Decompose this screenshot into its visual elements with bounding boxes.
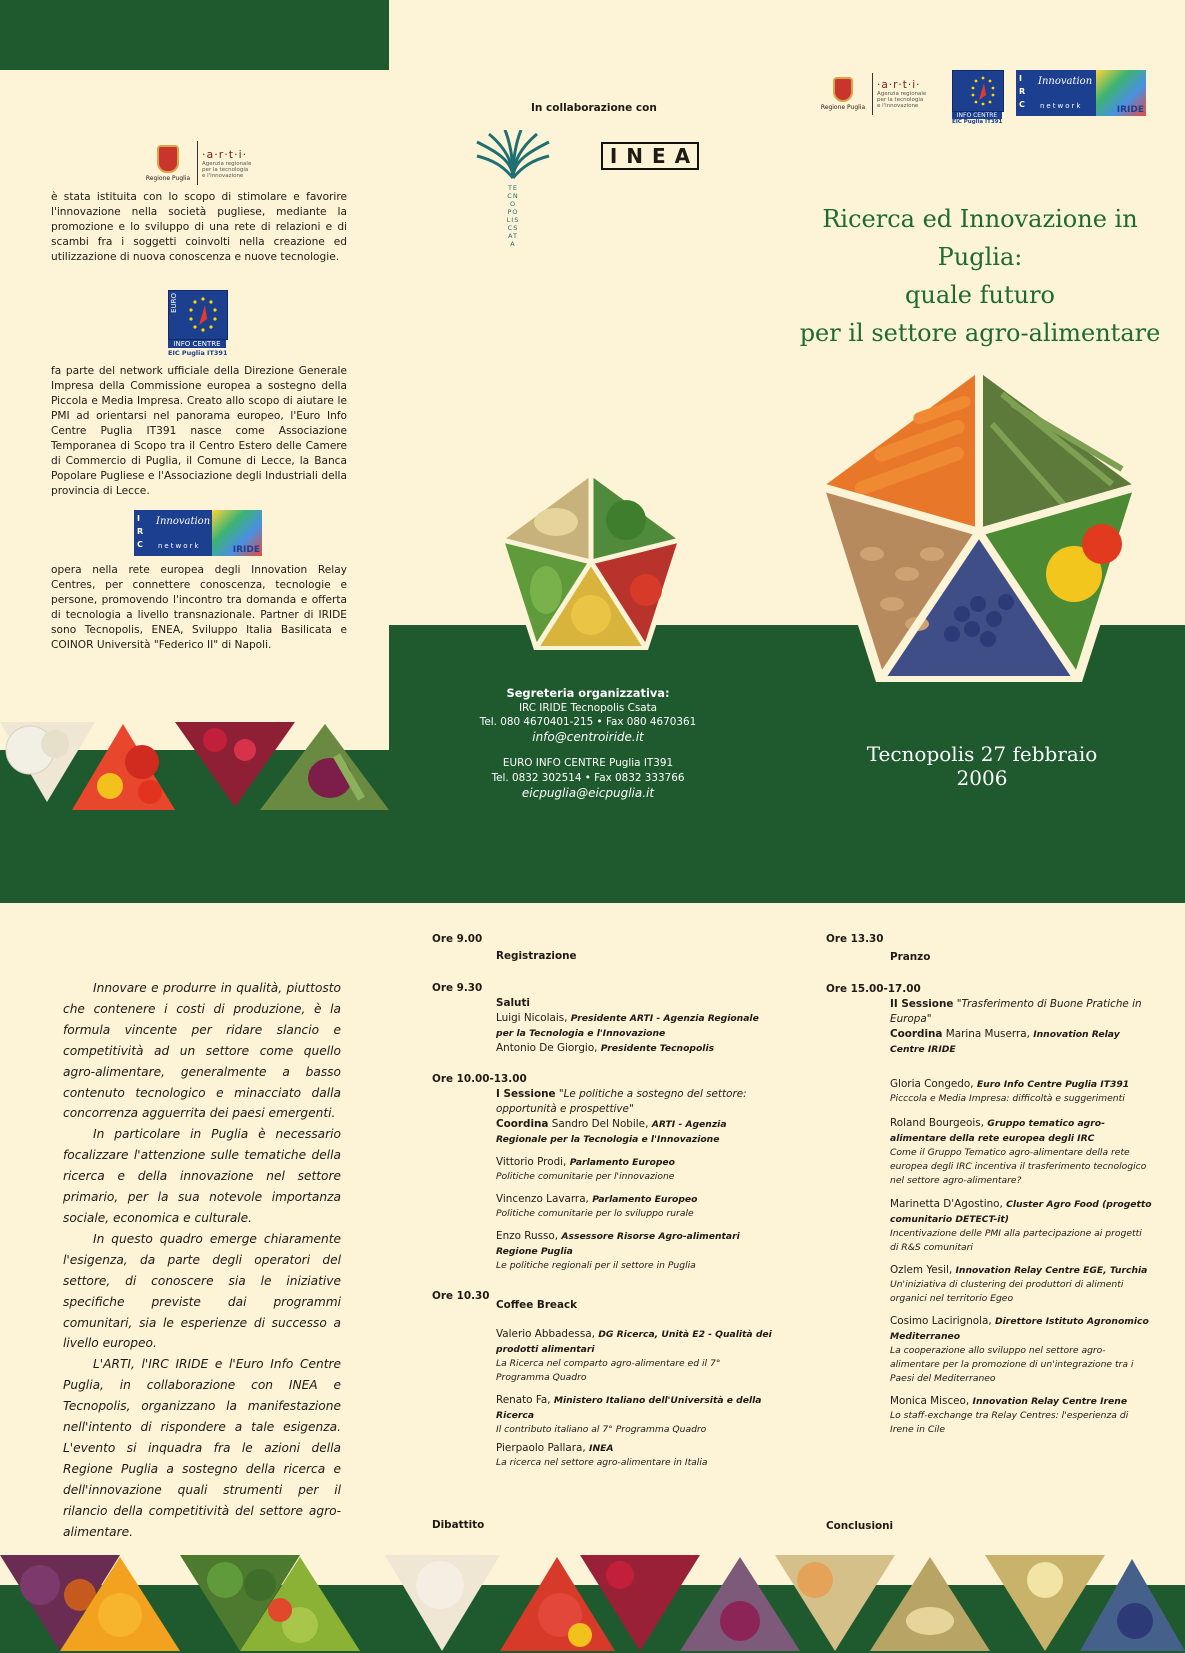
greetings-item: Saluti (496, 997, 530, 1009)
session-1-coordinator: Coordina Sandro Del Nobile, ARTI - Agenzia Regionale per la Tecnologia e l'Innovazione (496, 1118, 727, 1145)
bottom-vegetable-strip (0, 1555, 1185, 1653)
irc-letters: I R C (137, 514, 144, 549)
irc-iride-description: opera nella rete europea degli Innovation Relay Centres, per connettere conoscenza, tecnologie e persone, promovendo l'incontro tra domanda e offerta di tecnologia a livello transnazionale. Partner di IRIDE sono Tecnopolis, ENEA, Sviluppo Italia Basilicata e COINOR Università "Federico II" di Napoli. (51, 564, 347, 651)
tecnopolis-logo (473, 130, 553, 248)
program-afternoon (826, 932, 1152, 1437)
lunch-item: Pranzo (890, 951, 931, 963)
talk-yesil: Un'iniziativa di clustering dei produttori di alimenti organici nel territorio Egeo (890, 1279, 1124, 1304)
speaker-nicolais: Luigi Nicolais, Presidente ARTI - Agenzia Regionale per la Tecnologia e l'Innovazione (496, 1012, 759, 1039)
arti-name: ·a·r·t·i· (202, 147, 248, 161)
intro-paragraph-2: In particolare in Puglia è necessario focalizzare l'attenzione sulle tematiche della ricerca e della innovazione nel settore primario, per la sua notevole importanza sociale, economica e culturale. (63, 1127, 341, 1225)
session-2-coordinator: Coordina Marina Muserra, Innovation Relay Centre IRIDE (890, 1028, 1120, 1055)
talk-bourgeois: Come il Gruppo Tematico agro-alimentare della rete europea degli IRC incentiva il trasferimento tecnologico nel settore agro-alimentare? (890, 1147, 1147, 1186)
tecnopolis-fan-icon (473, 130, 553, 180)
regione-puglia-label-small: Regione Puglia (820, 104, 866, 111)
irc-script-right: Innovation (1038, 76, 1093, 87)
time-1330: Ore 13.30 (826, 933, 884, 945)
arti-description: è stata istituita con lo scopo di stimolare e favorire l'innovazione nella società pugliese, mediante la promozione e lo sviluppo di una rete di relazioni e di scambi fra i soggetti coinvolti nella creazione ed utilizzazione di nuova conoscenza e nuove tecnologie. (51, 191, 347, 263)
speaker-misceo: Monica Misceo, Innovation Relay Centre Irene (890, 1395, 1128, 1407)
euro-info-centre-logo (168, 290, 230, 360)
intro-text (63, 978, 341, 1542)
time-1500: Ore 15.00-17.00 (826, 983, 921, 995)
info-centre-label-small: INFO CENTRE (952, 112, 1002, 119)
speaker-bourgeois: Roland Bourgeois, Gruppo tematico agro-alimentare della rete europea degli IRC (890, 1117, 1105, 1144)
speaker-russo: Enzo Russo, Assessore Risorse Agro-alimentari Regione Puglia (496, 1230, 740, 1257)
intro-paragraph-4: L'ARTI, l'IRC IRIDE e l'Euro Info Centre Puglia, in collaborazione con INEA e Tecnopolis, organizzano la manifestazione nell'intento di rispondere a tale esigenza. L'evento si inquadra fra le azioni della Regione Puglia a sostegno della ricerca e dell'innovazione quali strumenti per il rilancio della competitività del settore agro-alimentare. (63, 1357, 341, 1539)
arti-sub2: per la tecnologia (202, 166, 249, 173)
program-morning (432, 932, 772, 1470)
irc-iride-logo-left (134, 510, 262, 556)
euro-info-centre-logo-small (952, 70, 1006, 130)
eic-puglia-label-small: EIC Puglia IT391 (952, 119, 1003, 125)
inea-label: INEA (609, 144, 700, 168)
secretariat-block (438, 686, 738, 800)
time-0900: Ore 9.00 (432, 933, 483, 945)
top-left-green-band (0, 0, 389, 70)
registration-item: Registrazione (496, 950, 577, 962)
regione-puglia-seal-icon (157, 145, 179, 173)
session-2-title: II Sessione "Trasferimento di Buone Pratiche in Europa" (890, 998, 1142, 1025)
secretariat-email1[interactable]: info@centroiride.it (532, 729, 644, 744)
speaker-de-giorgio: Antonio De Giorgio, Presidente Tecnopolis (496, 1042, 715, 1054)
event-title (790, 200, 1170, 352)
secretariat-line2: Tel. 080 4670401-215 • Fax 080 4670361 (479, 716, 697, 729)
title-line3: per il settore agro-alimentare (799, 319, 1161, 347)
arti-sub1-small: Agenzia regionale (877, 91, 927, 97)
arti-logo-small (818, 72, 938, 116)
speaker-fa: Renato Fa, Ministero Italiano dell'Università e della Ricerca (496, 1394, 762, 1421)
irc-iride-logo-right (1016, 70, 1146, 116)
inea-logo (601, 142, 699, 170)
event-date-place: Tecnopolis 27 febbraio 2006 (866, 742, 1098, 790)
speaker-lavarra: Vincenzo Lavarra, Parlamento Europeo (496, 1193, 698, 1205)
irc-network-right: network (1040, 102, 1083, 110)
conclusions-item: Conclusioni (826, 1520, 894, 1532)
speaker-congedo: Gloria Congedo, Euro Info Centre Puglia IT391 (890, 1078, 1130, 1090)
small-vegetable-pentagon (496, 470, 686, 652)
irc-network: network (158, 542, 201, 550)
talk-lacirignola: La cooperazione allo sviluppo nel settore agro-alimentare per la promozione di un'integrazione tra i Paesi del Mediterraneo (890, 1345, 1134, 1384)
title-line2: quale futuro (905, 281, 1055, 309)
speaker-yesil: Ozlem Yesil, Innovation Relay Centre EGE, Turchia (890, 1264, 1148, 1276)
arti-name-small: ·a·r·t·i· (877, 79, 921, 91)
regione-puglia-seal-icon-small (833, 77, 853, 102)
speaker-dagostino: Marinetta D'Agostino, Cluster Agro Food (progetto comunitario DETECT-it) (890, 1198, 1152, 1225)
collaboration-label: In collaborazione con (531, 102, 657, 114)
talk-congedo: Picccola e Media Impresa: difficoltà e suggerimenti (890, 1093, 1125, 1104)
arti-sub1: Agenzia regionale (202, 160, 252, 167)
talk-russo: Le politiche regionali per il settore in Puglia (496, 1260, 696, 1271)
talk-prodi: Politiche comunitarie per l'innovazione (496, 1171, 675, 1182)
secretariat-line5: Tel. 0832 302514 • Fax 0832 333766 (491, 771, 685, 784)
secretariat-email2[interactable]: eicpuglia@eicpuglia.it (521, 785, 655, 800)
irc-letters-right: I R C (1019, 74, 1026, 109)
time-1030: Ore 10.30 (432, 1290, 490, 1302)
tecnopolis-label: TECNO POLIS CSATA (506, 184, 520, 248)
time-1000: Ore 10.00-13.00 (432, 1073, 527, 1085)
arti-sub2-small: per la tecnologia (877, 97, 924, 103)
time-0930: Ore 9.30 (432, 982, 483, 994)
title-line1: Ricerca ed Innovazione in Puglia: (822, 205, 1138, 271)
debate-item: Dibattito (432, 1519, 485, 1531)
coffee-break: Coffee Breack (496, 1299, 578, 1311)
secretariat-line4: EURO INFO CENTRE Puglia IT391 (502, 757, 674, 770)
talk-fa: Il contributo italiano al 7° Programma Quadro (496, 1424, 707, 1435)
arti-sub3: e l'innovazione (202, 172, 244, 179)
euro-vertical-label: EURO (170, 293, 178, 313)
speaker-prodi: Vittorio Prodi, Parlamento Europeo (496, 1156, 675, 1168)
intro-paragraph-1: Innovare e produrre in qualità, piuttosto che contenere i costi di produzione, è la formula vincente per ridare slancio e competitività ad un settore come quello agro-alimentare, generalmente a basso contenuto tecnologico e minacciato dalla concorrenza agguerrita dei paesi emergenti. (63, 981, 341, 1121)
talk-lavarra: Politiche comunitarie per lo sviluppo rurale (496, 1208, 694, 1219)
regione-puglia-label: Regione Puglia (145, 174, 191, 182)
iride-label: IRIDE (232, 545, 260, 555)
session-1-title: I Sessione "Le politiche a sostegno del settore: opportunità e prospettive" (496, 1088, 747, 1115)
talk-misceo: Lo staff-exchange tra Relay Centres: l'esperienza di Irene in Cile (890, 1410, 1129, 1435)
large-vegetable-pentagon (812, 364, 1147, 684)
intro-paragraph-3: In questo quadro emerge chiaramente l'esigenza, da parte degli operatori del settore, di conoscere sia le iniziative specifiche previste dai programmi comunitari, sia le esperienze di successo a livello europeo. (63, 1231, 341, 1351)
talk-dagostino: Incentivazione delle PMI alla partecipazione ai progetti di R&S comunitari (890, 1228, 1142, 1253)
irc-script: Innovation (156, 516, 211, 527)
secretariat-line1: IRC IRIDE Tecnopolis Csata (518, 701, 658, 714)
left-vegetable-strip (0, 722, 389, 812)
iride-label-right: IRIDE (1116, 105, 1144, 115)
talk-abbadessa: La Ricerca nel comparto agro-alimentare ed il 7° Programma Quadro (496, 1358, 721, 1383)
arti-sub3-small: e l'innovazione (877, 103, 919, 109)
info-centre-label: INFO CENTRE (168, 340, 226, 348)
eic-puglia-label: EIC Puglia IT391 (168, 349, 228, 357)
speaker-lacirignola: Cosimo Lacirignola, Direttore Istituto Agronomico Mediterraneo (890, 1315, 1149, 1342)
speaker-pallara: Pierpaolo Pallara, INEA (496, 1442, 614, 1454)
arti-logo (143, 140, 263, 186)
talk-pallara: La ricerca nel settore agro-alimentare in Italia (496, 1457, 708, 1468)
secretariat-heading: Segreteria organizzativa: (506, 686, 670, 700)
euro-info-centre-description: fa parte del network ufficiale della Direzione Generale Impresa della Commissione europea a sostegno della Piccola e Media Impresa. Creato allo scopo di aiutare le PMI ad orientarsi nel panorama europeo, l'Euro Info Centre Puglia IT391 nasce come Associazione Temporanea di Scopo tra il Centro Estero delle Camere di Commercio di Puglia, il Comune di Lecce, la Banca Popolare Pugliese e l'Associazione degli Industriali della provincia di Lecce. (51, 365, 347, 497)
eu-stars-icon-small (953, 71, 1003, 111)
speaker-abbadessa: Valerio Abbadessa, DG Ricerca, Unità E2 - Qualità dei prodotti alimentari (496, 1328, 772, 1355)
